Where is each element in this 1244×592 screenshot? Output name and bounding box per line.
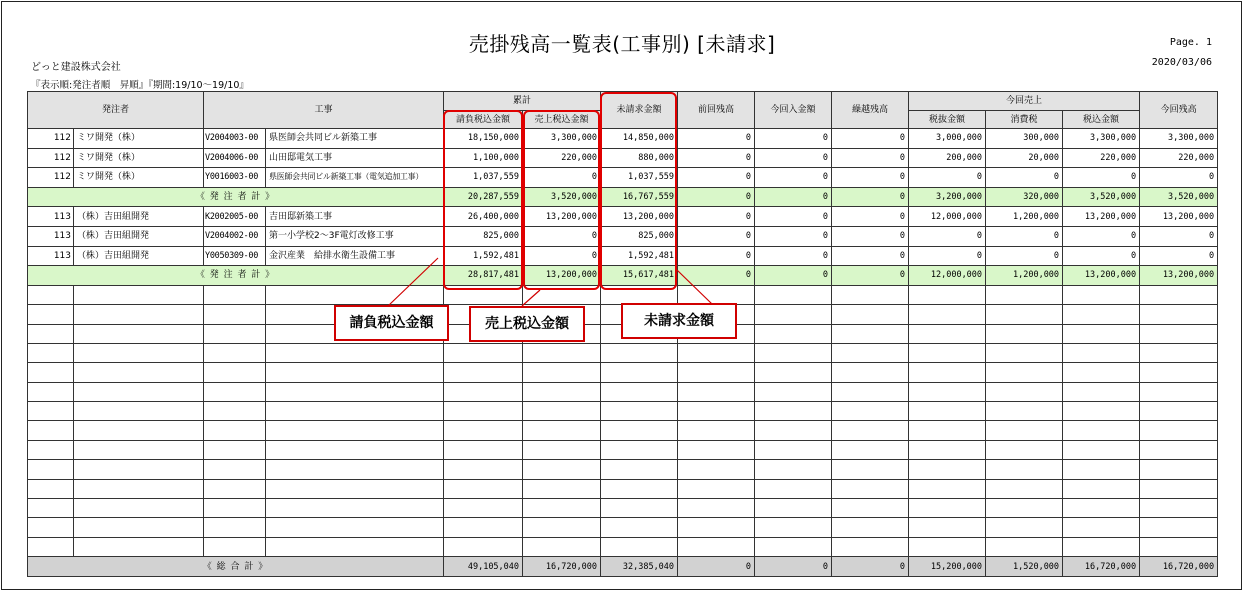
header-carried-balance: 繰越残高 <box>832 92 909 129</box>
current-receipt: 0 <box>755 168 832 188</box>
contract-amount: 20,287,559 <box>444 187 523 207</box>
prev-balance: 0 <box>678 168 755 188</box>
header-incl-tax: 税込金額 <box>1063 111 1140 129</box>
excl-tax-amount: 3,200,000 <box>909 187 986 207</box>
carried-balance: 0 <box>832 557 909 577</box>
customer-number: 113 <box>28 246 74 266</box>
header-sales-incl-tax: 売上税込金額 <box>523 111 601 129</box>
contract-amount: 18,150,000 <box>444 129 523 149</box>
current-balance: 3,520,000 <box>1140 187 1218 207</box>
incl-tax-amount: 13,200,000 <box>1063 266 1140 286</box>
customer-name: ミワ開発（株） <box>74 129 204 149</box>
current-balance: 13,200,000 <box>1140 266 1218 286</box>
incl-tax-amount: 0 <box>1063 246 1140 266</box>
sales-callout: 売上税込金額 <box>469 306 585 342</box>
excl-tax-amount: 15,200,000 <box>909 557 986 577</box>
page-number: Page. 1 <box>1169 37 1212 48</box>
excl-tax-amount: 200,000 <box>909 148 986 168</box>
sales-amount: 3,520,000 <box>523 187 601 207</box>
current-balance: 0 <box>1140 226 1218 246</box>
project-name: 第一小学校2～3F電灯改修工事 <box>266 226 444 246</box>
unbilled-amount: 13,200,000 <box>601 207 678 227</box>
header-consumption-tax: 消費税 <box>986 111 1063 129</box>
project-code: K2002005-00 <box>204 207 266 227</box>
carried-balance: 0 <box>832 148 909 168</box>
incl-tax-amount: 0 <box>1063 168 1140 188</box>
consumption-tax: 1,520,000 <box>986 557 1063 577</box>
prev-balance: 0 <box>678 148 755 168</box>
carried-balance: 0 <box>832 246 909 266</box>
consumption-tax: 1,200,000 <box>986 207 1063 227</box>
consumption-tax: 0 <box>986 168 1063 188</box>
current-receipt: 0 <box>755 148 832 168</box>
current-balance: 3,300,000 <box>1140 129 1218 149</box>
unbilled-amount: 880,000 <box>601 148 678 168</box>
current-balance: 16,720,000 <box>1140 557 1218 577</box>
unbilled-amount: 825,000 <box>601 226 678 246</box>
unbilled-amount: 1,592,481 <box>601 246 678 266</box>
consumption-tax: 320,000 <box>986 187 1063 207</box>
project-code: Y0016003-00 <box>204 168 266 188</box>
carried-balance: 0 <box>832 168 909 188</box>
current-balance: 0 <box>1140 168 1218 188</box>
unbilled-amount: 32,385,040 <box>601 557 678 577</box>
contract-amount: 28,817,481 <box>444 266 523 286</box>
sales-amount: 13,200,000 <box>523 266 601 286</box>
excl-tax-amount: 0 <box>909 246 986 266</box>
consumption-tax: 0 <box>986 246 1063 266</box>
contract-amount: 1,100,000 <box>444 148 523 168</box>
current-receipt: 0 <box>755 129 832 149</box>
incl-tax-amount: 3,520,000 <box>1063 187 1140 207</box>
project-name: 金沢産業 給排水衛生設備工事 <box>266 246 444 266</box>
unbilled-amount: 15,617,481 <box>601 266 678 286</box>
current-receipt: 0 <box>755 246 832 266</box>
report-conditions: 『表示順:発注者順 昇順』『期間:19/10～19/10』 <box>31 80 249 91</box>
sales-amount: 220,000 <box>523 148 601 168</box>
excl-tax-amount: 12,000,000 <box>909 207 986 227</box>
current-balance: 13,200,000 <box>1140 207 1218 227</box>
header-cumulative: 累計 <box>444 92 601 111</box>
sales-amount: 0 <box>523 226 601 246</box>
customer-name: ミワ開発（株） <box>74 168 204 188</box>
project-name: 県医師会共同ビル新築工事 <box>266 129 444 149</box>
contract-amount: 825,000 <box>444 226 523 246</box>
incl-tax-amount: 220,000 <box>1063 148 1140 168</box>
customer-number: 113 <box>28 207 74 227</box>
project-name: 吉田邸新築工事 <box>266 207 444 227</box>
prev-balance: 0 <box>678 246 755 266</box>
carried-balance: 0 <box>832 187 909 207</box>
sales-amount: 13,200,000 <box>523 207 601 227</box>
header-current-receipt: 今回入金額 <box>755 92 832 129</box>
incl-tax-amount: 13,200,000 <box>1063 207 1140 227</box>
report-date: 2020/03/06 <box>1151 57 1212 68</box>
customer-name: （株）吉田組開発 <box>74 226 204 246</box>
prev-balance: 0 <box>678 266 755 286</box>
consumption-tax: 300,000 <box>986 129 1063 149</box>
header-contract-incl-tax: 請負税込金額 <box>444 111 523 129</box>
unbilled-amount: 1,037,559 <box>601 168 678 188</box>
project-code: V2004002-00 <box>204 226 266 246</box>
excl-tax-amount: 3,000,000 <box>909 129 986 149</box>
current-receipt: 0 <box>755 266 832 286</box>
excl-tax-amount: 0 <box>909 226 986 246</box>
current-receipt: 0 <box>755 207 832 227</box>
sales-amount: 0 <box>523 246 601 266</box>
customer-number: 112 <box>28 148 74 168</box>
sales-amount: 16,720,000 <box>523 557 601 577</box>
contract-callout: 請負税込金額 <box>334 305 449 341</box>
incl-tax-amount: 16,720,000 <box>1063 557 1140 577</box>
sales-amount: 0 <box>523 168 601 188</box>
grand-total-label: 《 総 合 計 》 <box>28 557 444 577</box>
project-code: V2004003-00 <box>204 129 266 149</box>
project-name: 県医師会共同ビル新築工事（電気追加工事） <box>266 168 444 188</box>
header-current-sales: 今回売上 <box>909 92 1140 111</box>
prev-balance: 0 <box>678 226 755 246</box>
project-code: V2004006-00 <box>204 148 266 168</box>
unbilled-connector <box>677 270 712 304</box>
customer-number: 112 <box>28 168 74 188</box>
carried-balance: 0 <box>832 226 909 246</box>
company-name: どっと建設株式会社 <box>31 62 121 73</box>
consumption-tax: 20,000 <box>986 148 1063 168</box>
header-unbilled: 未請求金額 <box>601 92 678 129</box>
consumption-tax: 1,200,000 <box>986 266 1063 286</box>
unbilled-amount: 14,850,000 <box>601 129 678 149</box>
contract-connector <box>388 258 438 306</box>
header-customer: 発注者 <box>28 92 204 129</box>
incl-tax-amount: 3,300,000 <box>1063 129 1140 149</box>
project-name: 山田邸電気工事 <box>266 148 444 168</box>
contract-amount: 1,037,559 <box>444 168 523 188</box>
carried-balance: 0 <box>832 129 909 149</box>
header-current-balance: 今回残高 <box>1140 92 1218 129</box>
contract-amount: 49,105,040 <box>444 557 523 577</box>
consumption-tax: 0 <box>986 226 1063 246</box>
customer-name: ミワ開発（株） <box>74 148 204 168</box>
current-balance: 220,000 <box>1140 148 1218 168</box>
excl-tax-amount: 12,000,000 <box>909 266 986 286</box>
prev-balance: 0 <box>678 207 755 227</box>
header-project: 工事 <box>204 92 444 129</box>
unbilled-callout: 未請求金額 <box>621 303 737 339</box>
excl-tax-amount: 0 <box>909 168 986 188</box>
sales-connector <box>522 290 540 306</box>
current-receipt: 0 <box>755 557 832 577</box>
subtotal-label: 《 発 注 者 計 》 <box>28 266 444 286</box>
contract-amount: 1,592,481 <box>444 246 523 266</box>
header-prev-balance: 前回残高 <box>678 92 755 129</box>
prev-balance: 0 <box>678 129 755 149</box>
current-receipt: 0 <box>755 187 832 207</box>
customer-number: 112 <box>28 129 74 149</box>
customer-name: （株）吉田組開発 <box>74 207 204 227</box>
sales-amount: 3,300,000 <box>523 129 601 149</box>
carried-balance: 0 <box>832 207 909 227</box>
incl-tax-amount: 0 <box>1063 226 1140 246</box>
current-receipt: 0 <box>755 226 832 246</box>
customer-name: （株）吉田組開発 <box>74 246 204 266</box>
current-balance: 0 <box>1140 246 1218 266</box>
report-title: 売掛残高一覧表(工事別) [未請求] <box>468 32 776 56</box>
header-excl-tax: 税抜金額 <box>909 111 986 129</box>
prev-balance: 0 <box>678 557 755 577</box>
subtotal-label: 《 発 注 者 計 》 <box>28 187 444 207</box>
carried-balance: 0 <box>832 266 909 286</box>
customer-number: 113 <box>28 226 74 246</box>
contract-amount: 26,400,000 <box>444 207 523 227</box>
unbilled-amount: 16,767,559 <box>601 187 678 207</box>
prev-balance: 0 <box>678 187 755 207</box>
project-code: Y0050309-00 <box>204 246 266 266</box>
